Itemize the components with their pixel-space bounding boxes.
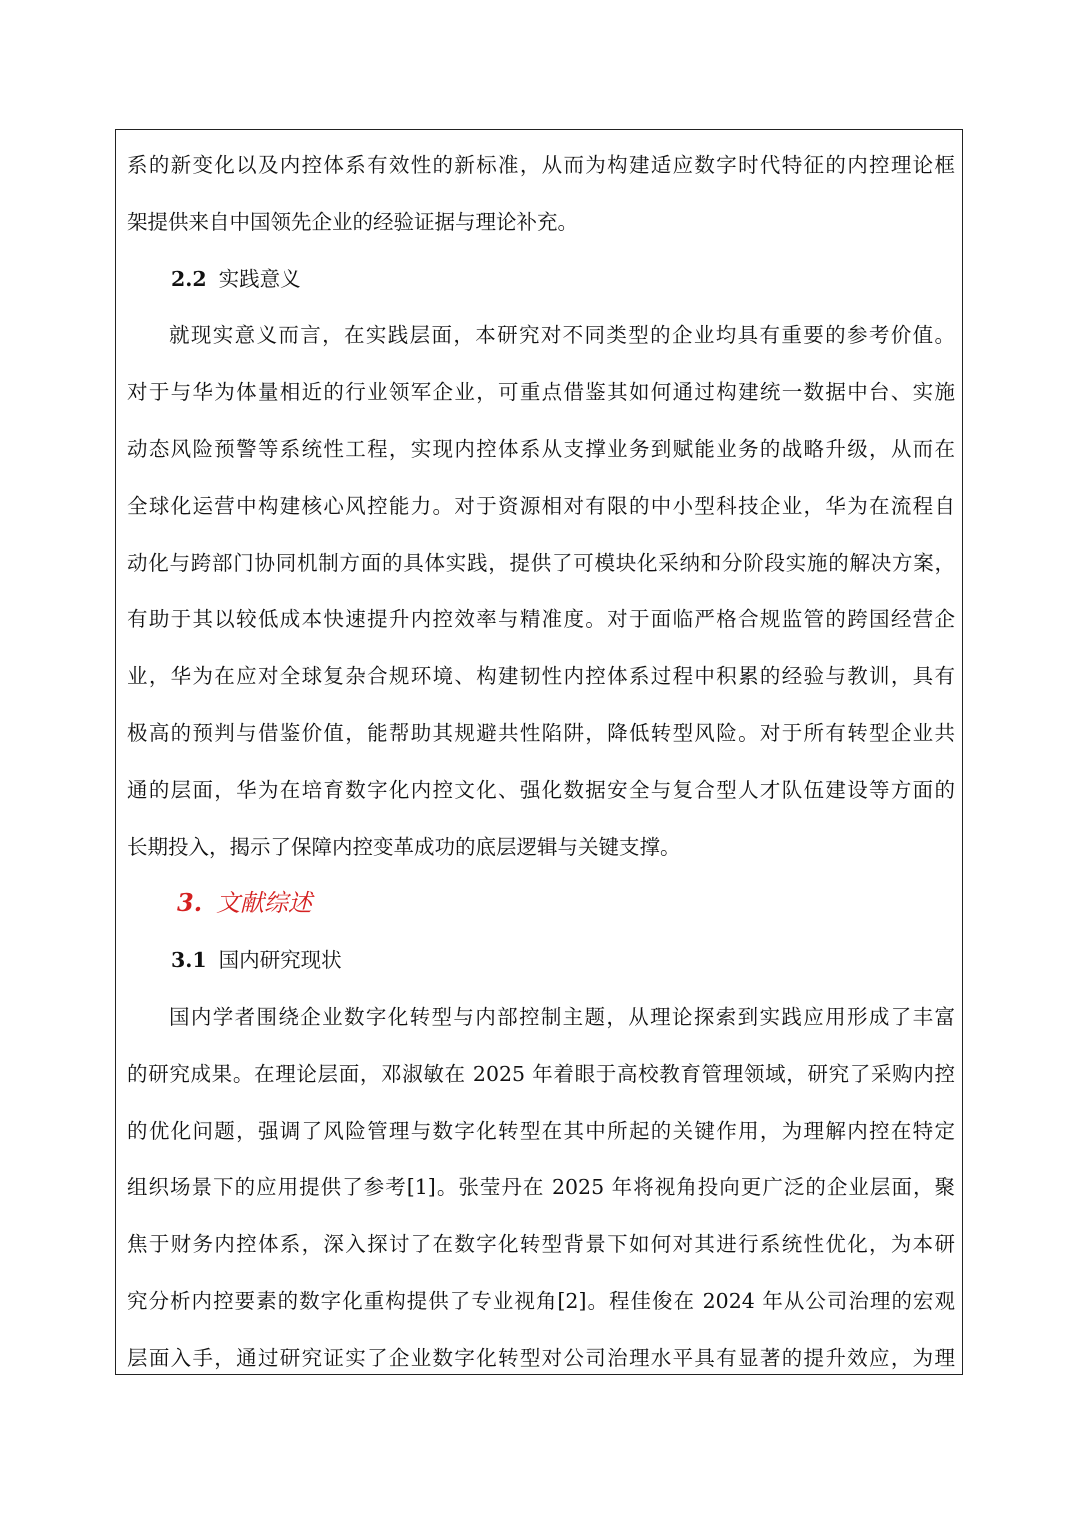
section-heading-literature-review — [127, 875, 955, 932]
document-body — [127, 137, 955, 1387]
paragraph-line: 的优化问题，强调了风险管理与数字化转型在其中所起的关键作用，为理解内控在特定 — [127, 1118, 955, 1143]
paragraph-line: 全球化运营中构建核心风控能力。对于资源相对有限的中小型科技企业，华为在流程自 — [127, 493, 955, 518]
section-number: 3. — [177, 888, 203, 918]
paragraph-line: 就现实意义而言，在实践层面，本研究对不同类型的企业均具有重要的参考价值。 — [169, 323, 955, 348]
subheading-title: 实践意义 — [218, 266, 301, 291]
subheading-domestic-research — [127, 932, 955, 989]
paragraph-line: 国内学者围绕企业数字化转型与内部控制主题，从理论探索到实践应用形成了丰富 — [169, 1004, 955, 1029]
paragraph-line: 对于与华为体量相近的行业领军企业，可重点借鉴其如何通过构建统一数据中台、实施 — [127, 380, 955, 405]
subheading-number: 2.2 — [171, 266, 207, 291]
paragraph-line: 通的层面，华为在培育数字化内控文化、强化数据安全与复合型人才队伍建设等方面的 — [127, 777, 955, 802]
paragraph-line: 极高的预判与借鉴价值，能帮助其规避共性陷阱，降低转型风险。对于所有转型企业共 — [127, 720, 955, 745]
paragraph-line: 动态风险预警等系统性工程，实现内控体系从支撑业务到赋能业务的战略升级，从而在 — [127, 436, 955, 461]
paragraph-line: 有助于其以较低成本快速提升内控效率与精准度。对于面临严格合规监管的跨国经营企 — [127, 607, 955, 632]
paragraph-line: 组织场景下的应用提供了参考[1]。张莹丹在 2025 年将视角投向更广泛的企业层面，聚 — [127, 1175, 955, 1200]
subheading-number: 3.1 — [171, 948, 207, 973]
paragraph-line: 系的新变化以及内控体系有效性的新标准，从而为构建适应数字时代特征的内控理论框 — [127, 153, 955, 177]
subheading-title: 国内研究现状 — [218, 948, 342, 973]
paragraph-line: 业，华为在应对全球复杂合规环境、构建韧性内控体系过程中积累的经验与教训，具有 — [127, 664, 955, 689]
paragraph-line: 层面入手，通过研究证实了企业数字化转型对公司治理水平具有显著的提升效应，为理 — [127, 1345, 955, 1370]
paragraph-line: 究分析内控要素的数字化重构提供了专业视角[2]。程佳俊在 2024 年从公司治理的宏观 — [127, 1288, 955, 1313]
paragraph-line: 架提供来自中国领先企业的经验证据与理论补充。 — [127, 209, 578, 234]
paragraph-line: 长期投入，揭示了保障内控变革成功的底层逻辑与关键支撑。 — [127, 834, 681, 859]
paragraph-line: 动化与跨部门协同机制方面的具体实践，提供了可模块化采纳和分阶段实施的解决方案， — [127, 550, 955, 575]
subheading-practical-significance — [127, 251, 955, 308]
section-title: 文献综述 — [216, 889, 313, 918]
paragraph-line: 的研究成果。在理论层面，邓淑敏在 2025 年着眼于高校教育管理领域，研究了采购内控 — [127, 1061, 955, 1086]
paragraph-line: 焦于财务内控体系，深入探讨了在数字化转型背景下如何对其进行系统性优化，为本研 — [127, 1232, 955, 1257]
